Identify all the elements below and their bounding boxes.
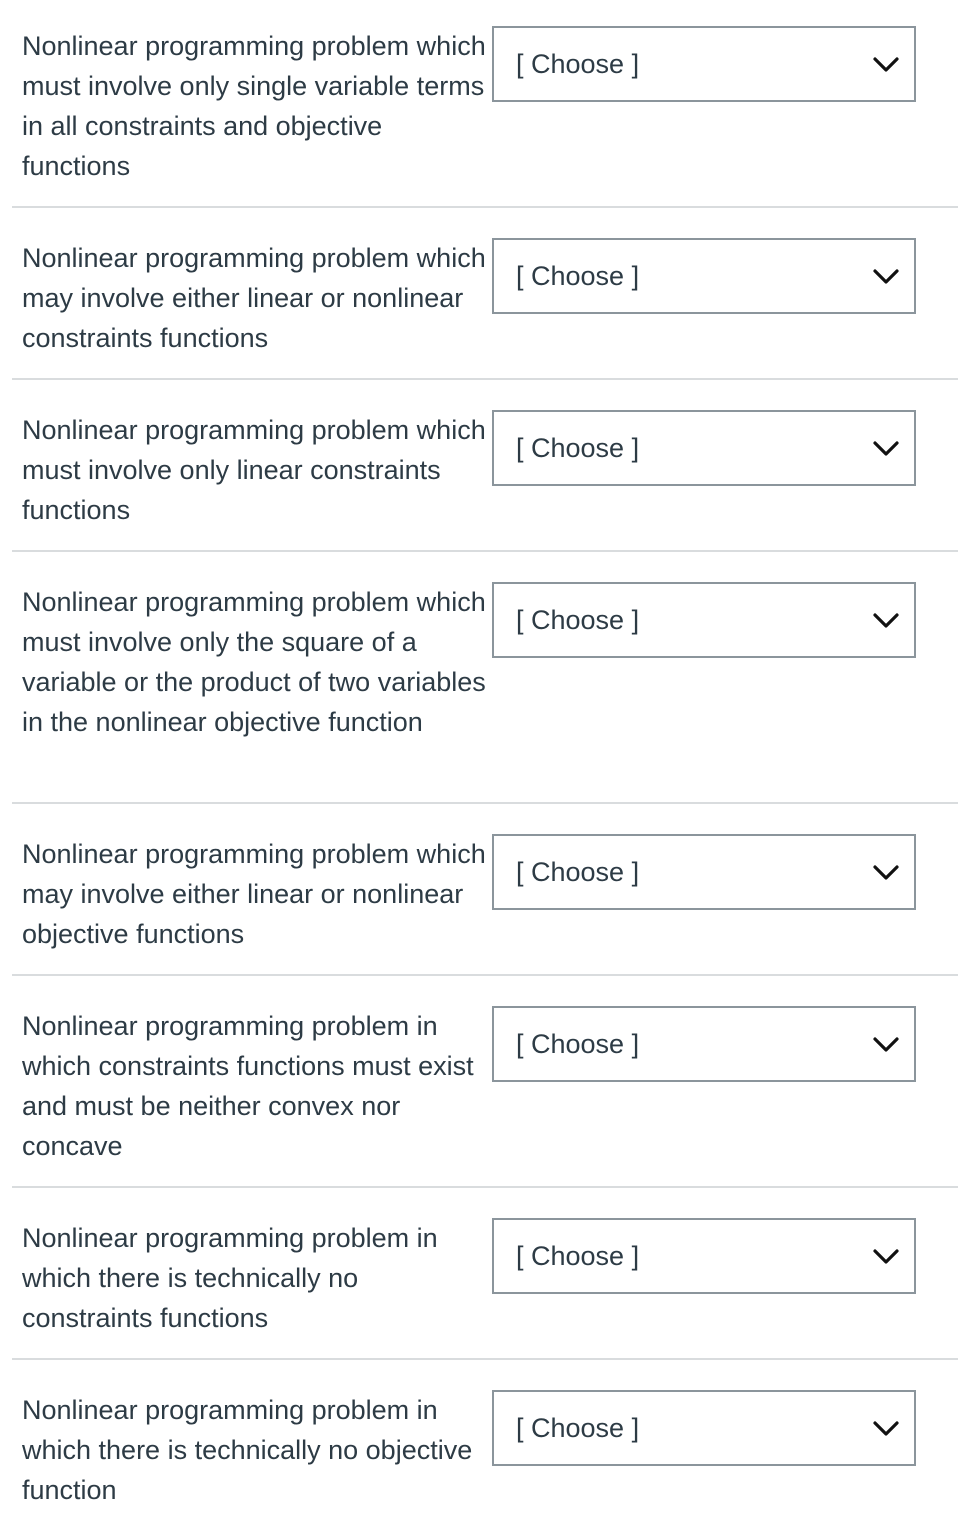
matching-row bbox=[12, 976, 958, 1188]
chevron-down-icon bbox=[872, 608, 900, 632]
chevron-down-icon bbox=[872, 1244, 900, 1268]
dropdown-selected-value: [ Choose ] bbox=[516, 49, 640, 79]
dropdown-selected-value: [ Choose ] bbox=[516, 605, 640, 635]
answer-dropdown[interactable] bbox=[492, 834, 916, 910]
chevron-down-icon bbox=[872, 1032, 900, 1056]
row-prompt: Nonlinear programming problem which must involve only the square of a variable or the product of two variables in the nonlinear objective function bbox=[22, 587, 486, 737]
answer-dropdown[interactable] bbox=[492, 1006, 916, 1082]
matching-row bbox=[12, 0, 958, 208]
matching-row bbox=[12, 1188, 958, 1360]
row-prompt: Nonlinear programming problem which may involve either linear or nonlinear constraints functions bbox=[22, 243, 486, 353]
dropdown-selected-value: [ Choose ] bbox=[516, 261, 640, 291]
dropdown-selected-value: [ Choose ] bbox=[516, 1241, 640, 1271]
answer-dropdown[interactable] bbox=[492, 410, 916, 486]
row-prompt: Nonlinear programming problem which must involve only single variable terms in all constraints and objective functions bbox=[22, 31, 486, 181]
chevron-down-icon bbox=[872, 264, 900, 288]
matching-row bbox=[12, 804, 958, 976]
dropdown-selected-value: [ Choose ] bbox=[516, 1029, 640, 1059]
answer-dropdown[interactable] bbox=[492, 1218, 916, 1294]
row-prompt: Nonlinear programming problem which must involve only linear constraints functions bbox=[22, 415, 486, 525]
chevron-down-icon bbox=[872, 860, 900, 884]
matching-row bbox=[12, 380, 958, 552]
chevron-down-icon bbox=[872, 52, 900, 76]
dropdown-selected-value: [ Choose ] bbox=[516, 433, 640, 463]
row-prompt: Nonlinear programming problem in which constraints functions must exist and must be neither convex nor concave bbox=[22, 1011, 474, 1161]
answer-dropdown[interactable] bbox=[492, 26, 916, 102]
row-prompt: Nonlinear programming problem in which there is technically no constraints functions bbox=[22, 1223, 438, 1333]
chevron-down-icon bbox=[872, 1416, 900, 1440]
answer-dropdown[interactable] bbox=[492, 238, 916, 314]
chevron-down-icon bbox=[872, 436, 900, 460]
matching-row bbox=[12, 1360, 958, 1530]
answer-dropdown[interactable] bbox=[492, 582, 916, 658]
dropdown-selected-value: [ Choose ] bbox=[516, 857, 640, 887]
matching-question-list bbox=[12, 0, 958, 1530]
row-prompt: Nonlinear programming problem which may involve either linear or nonlinear objective functions bbox=[22, 839, 486, 949]
answer-dropdown[interactable] bbox=[492, 1390, 916, 1466]
matching-row bbox=[12, 552, 958, 804]
dropdown-selected-value: [ Choose ] bbox=[516, 1413, 640, 1443]
matching-row bbox=[12, 208, 958, 380]
row-prompt: Nonlinear programming problem in which there is technically no objective function bbox=[22, 1395, 473, 1505]
